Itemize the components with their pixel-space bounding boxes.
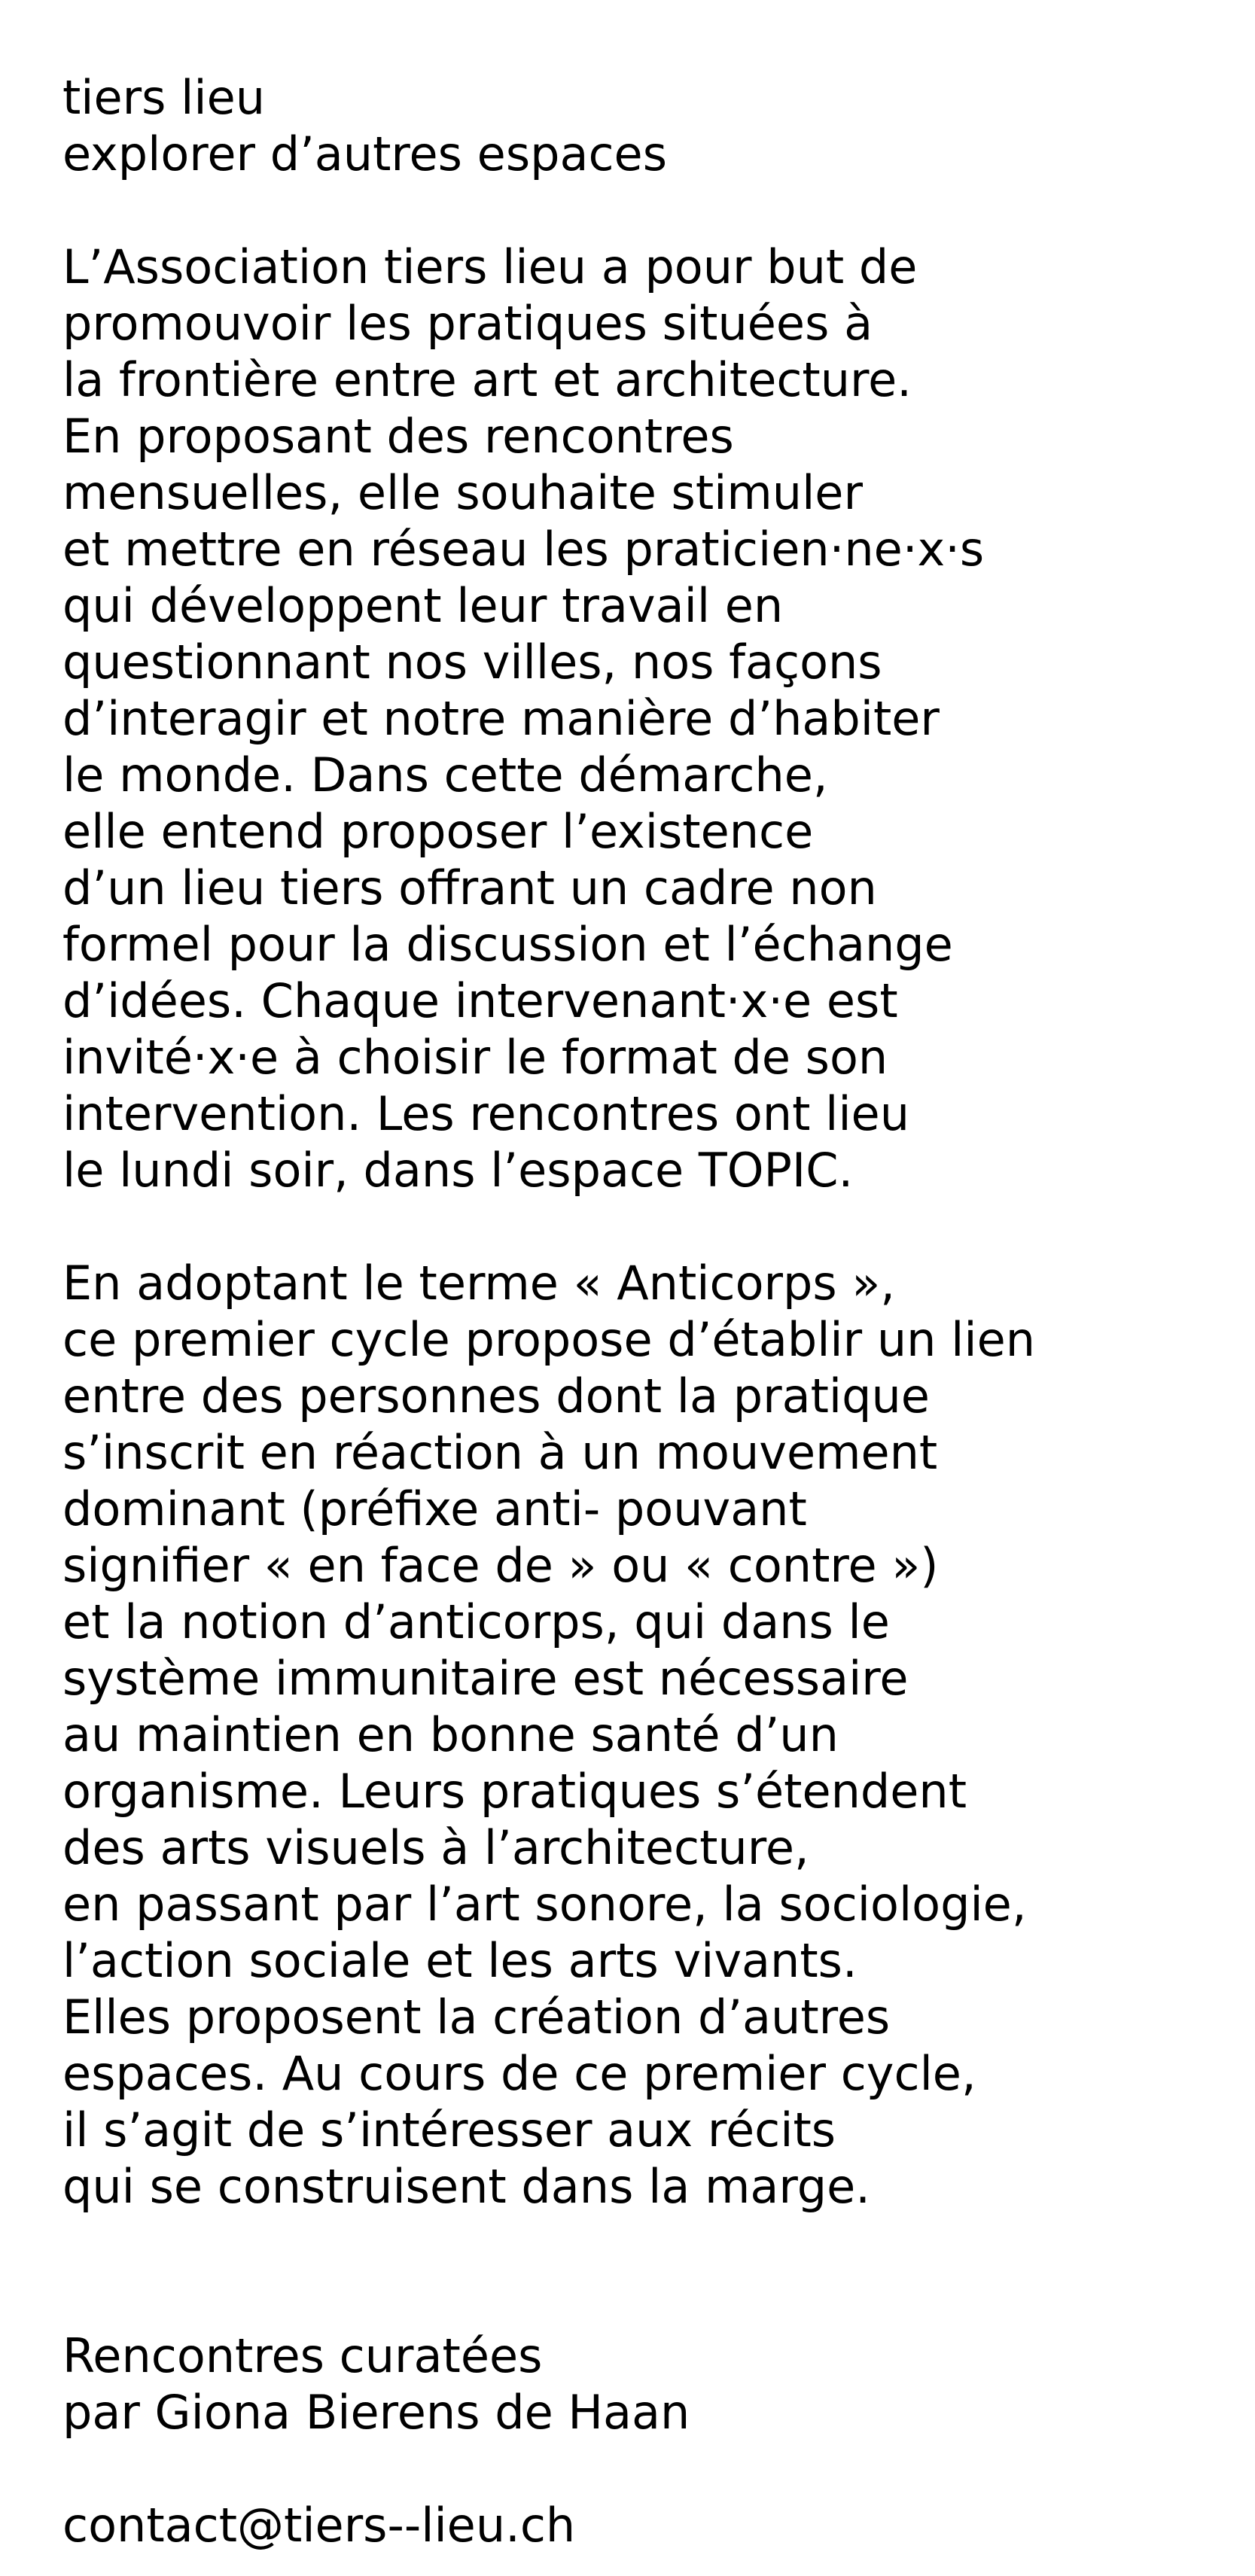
intro-line: d’un lieu tiers offrant un cadre non	[62, 860, 877, 915]
intro-line: elle entend proposer l’existence	[62, 804, 814, 859]
intro-line: questionnant nos villes, nos façons	[62, 635, 882, 690]
cycle-line: en passant par l’art sonore, la sociologie,	[62, 1877, 1027, 1932]
site-subtitle: explorer d’autres espaces	[62, 126, 668, 181]
site-title: tiers lieu	[62, 70, 266, 125]
intro-line: promouvoir les pratiques situées à	[62, 296, 873, 351]
curator-credit	[62, 2328, 1222, 2441]
cycle-line: ce premier cycle propose d’établir un lien	[62, 1312, 1036, 1367]
header	[62, 69, 1222, 182]
intro-line: le lundi soir, dans l’espace TOPIC.	[62, 1143, 854, 1198]
cycle-line: des arts visuels à l’architecture,	[62, 1820, 809, 1875]
intro-line: intervention. Les rencontres ont lieu	[62, 1086, 909, 1141]
cycle-line: il s’agit de s’intéresser aux récits	[62, 2103, 836, 2157]
intro-line: qui développent leur travail en	[62, 578, 784, 633]
cycle-line: Elles proposent la création d’autres	[62, 1990, 891, 2045]
intro-line: En proposant des rencontres	[62, 409, 734, 464]
intro-line: d’idées. Chaque intervenant·x·e est	[62, 973, 898, 1028]
cycle-line: qui se construisent dans la marge.	[62, 2159, 871, 2214]
intro-paragraph	[62, 239, 1222, 1198]
curator-name: par Giona Bierens de Haan	[62, 2385, 690, 2440]
cycle-line: espaces. Au cours de ce premier cycle,	[62, 2046, 976, 2101]
intro-line: formel pour la discussion et l’échange	[62, 917, 953, 972]
intro-line: et mettre en réseau les praticien·ne·x·s	[62, 522, 985, 577]
curator-line: Rencontres curatées	[62, 2328, 543, 2383]
spacer	[62, 1198, 1222, 1255]
cycle-line: En adoptant le terme « Anticorps »,	[62, 1256, 896, 1311]
cycle-line: système immunitaire est nécessaire	[62, 1651, 909, 1706]
cycle-line: et la notion d’anticorps, qui dans le	[62, 1594, 890, 1649]
intro-line: L’Association tiers lieu a pour but de	[62, 239, 918, 294]
contact-email-link[interactable]: contact@tiers--lieu.ch	[62, 2498, 576, 2553]
intro-line: la frontière entre art et architecture.	[62, 352, 912, 407]
cycle-paragraph	[62, 1255, 1222, 2215]
intro-line: d’interagir et notre manière d’habiter	[62, 691, 940, 746]
spacer	[62, 2215, 1222, 2328]
cycle-line: entre des personnes dont la pratique	[62, 1369, 930, 1423]
cycle-line: au maintien en bonne santé d’un	[62, 1707, 839, 1762]
spacer	[62, 182, 1222, 239]
intro-line: invité·x·e à choisir le format de son	[62, 1030, 888, 1085]
cycle-line: l’action sociale et les arts vivants.	[62, 1933, 857, 1988]
cycle-line: signifier « en face de » ou « contre »)	[62, 1538, 939, 1593]
spacer	[62, 2441, 1222, 2497]
cycle-line: s’inscrit en réaction à un mouvement	[62, 1425, 938, 1480]
intro-line: le monde. Dans cette démarche,	[62, 748, 828, 802]
contact	[62, 2497, 1222, 2553]
cycle-line: organisme. Leurs pratiques s’étendent	[62, 1764, 967, 1819]
intro-line: mensuelles, elle souhaite stimuler	[62, 465, 863, 520]
page-content	[62, 69, 1222, 2553]
cycle-line: dominant (préfixe anti- pouvant	[62, 1481, 807, 1536]
